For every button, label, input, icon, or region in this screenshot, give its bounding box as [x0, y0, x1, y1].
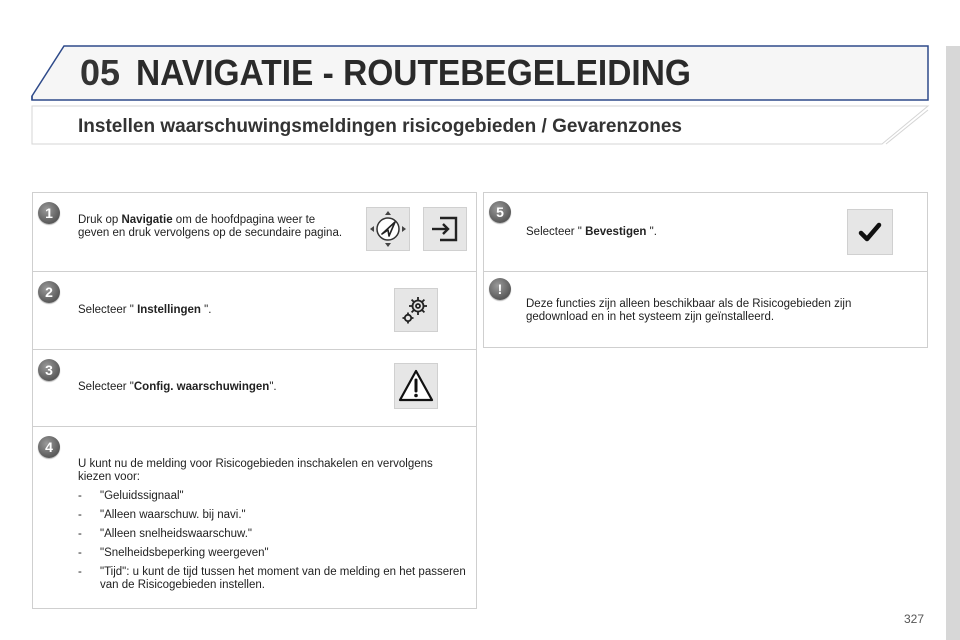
step-2-text: Selecteer " Instellingen ". [78, 304, 212, 316]
section-title: Instellen waarschuwingsmeldingen risicogebieden / Gevarenzones [78, 116, 682, 137]
step-3-text: Selecteer "Config. waarschuwingen". [78, 381, 277, 393]
side-strip [946, 46, 960, 640]
chapter-title: NAVIGATIE - ROUTEBEGELEIDING [136, 52, 691, 93]
list-item: - "Tijd": u kunt de tijd tussen het moment van de melding en het passeren van de Risicogebieden instellen. [78, 566, 466, 591]
page-number: 327 [904, 612, 925, 626]
list-item: - "Geluidssignaal" [78, 490, 184, 502]
step-4-badge: 4 [38, 436, 60, 458]
navigation-joystick-icon [366, 207, 410, 251]
step-3-badge: 3 [38, 359, 60, 381]
step-1-row [33, 193, 476, 272]
step-3-row [33, 350, 476, 427]
warning-options-list [78, 490, 468, 592]
step-4-row [33, 427, 476, 608]
checkmark-icon [847, 209, 893, 255]
step-2-badge: 2 [38, 281, 60, 303]
note-badge: ! [489, 278, 511, 300]
list-item: - "Snelheidsbeperking weergeven" [78, 547, 269, 559]
step-4-text [78, 458, 468, 598]
list-item: - "Alleen waarschuw. bij navi." [78, 509, 246, 521]
note-row [484, 272, 927, 347]
right-steps-panel [483, 192, 928, 348]
chapter-header [0, 0, 940, 104]
step-5-row [484, 193, 927, 272]
step-4-intro: U kunt nu de melding voor Risicogebieden inschakelen en vervolgens kiezen voor: [78, 458, 433, 483]
step-5-text: Selecteer " Bevestigen ". [526, 226, 657, 238]
secondary-page-icon [423, 207, 467, 251]
chapter-number: 05 [80, 52, 121, 93]
note-text: Deze functies zijn alleen beschikbaar als de Risicogebieden zijn gedownload en in het systeem zijn geïnstalleerd. [526, 298, 852, 323]
step-5-badge: 5 [489, 201, 511, 223]
step-2-row [33, 272, 476, 350]
warning-triangle-icon [394, 363, 438, 409]
step-1-text: Druk op Navigatie om de hoofdpagina weer te geven en druk vervolgens op de secundaire pagina. [78, 214, 343, 239]
list-item: - "Alleen snelheidswaarschuw." [78, 528, 252, 540]
left-steps-panel [32, 192, 477, 609]
settings-gears-icon [394, 288, 438, 332]
step-1-badge: 1 [38, 202, 60, 224]
